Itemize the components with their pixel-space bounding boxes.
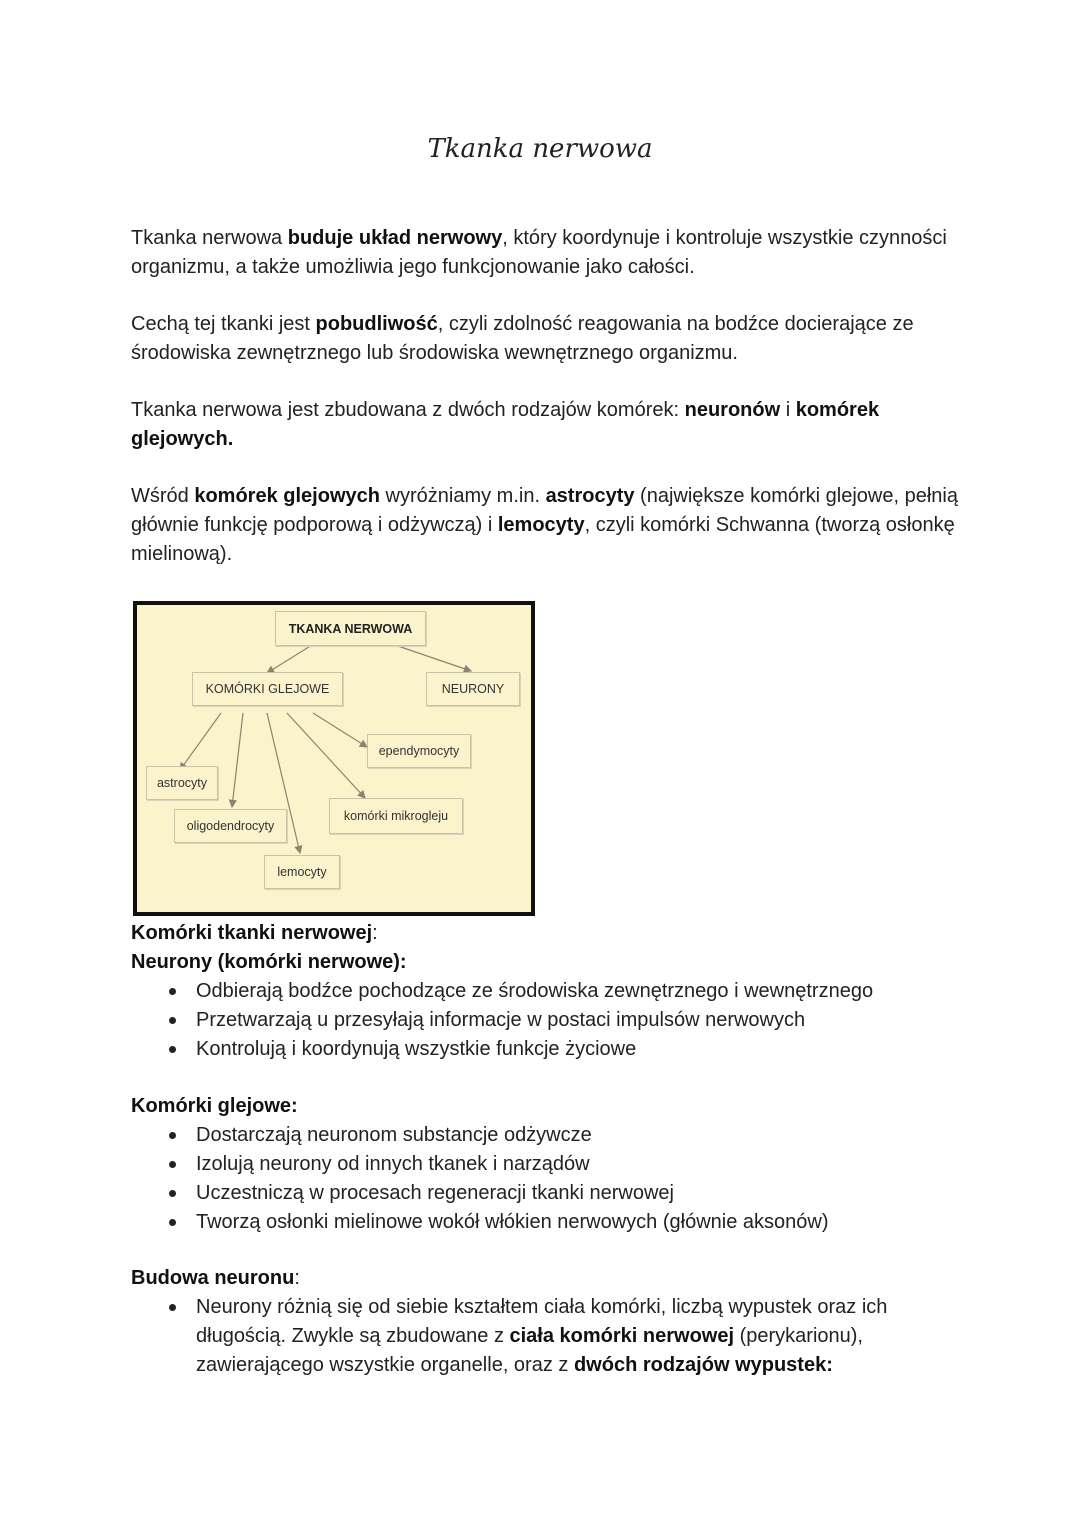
node-glia: KOMÓRKI GLEJOWE xyxy=(192,672,343,706)
section-nerve-cells xyxy=(131,919,971,1064)
arrow-glia-astrocytes xyxy=(180,713,221,770)
neurons-list xyxy=(131,977,971,1064)
arrow-glia-microglia xyxy=(287,713,365,798)
section-heading-glial-cells: Komórki glejowe: xyxy=(131,1095,298,1117)
list-item: Kontrolują i koordynują wszystkie funkcje życiowe xyxy=(131,1035,971,1064)
list-item: Przetwarzają u przesyłają informacje w postaci impulsów nerwowych xyxy=(131,1006,971,1035)
node-microglia: komórki mikrogleju xyxy=(329,798,463,834)
list-item: Tworzą osłonki mielinowe wokół włókien nerwowych (głównie aksonów) xyxy=(131,1208,971,1237)
structure-list xyxy=(131,1293,971,1380)
section-heading-neuron-structure: Budowa neuronu: xyxy=(131,1267,300,1289)
list-item: Uczestniczą w procesach regeneracji tkanki nerwowej xyxy=(131,1179,971,1208)
glial-list xyxy=(131,1121,971,1237)
paragraph-intro-4: Wśród komórek glejowych wyróżniamy m.in. astrocyty (największe komórki glejowe, pełnią głównie funkcję podporową i odżywczą) i lemocyty, czyli komórki Schwanna (tworzą osłonkę mielinową). xyxy=(131,485,958,565)
node-lemocytes: lemocyty xyxy=(264,855,340,889)
arrow-glia-ependymocytes xyxy=(313,713,367,747)
node-neurons: NEURONY xyxy=(426,672,520,706)
paragraph-intro-2: Cechą tej tkanki jest pobudliwość, czyli zdolność reagowania na bodźce docierające ze środowiska zewnętrznego lub środowiska wewnętrznego organizmu. xyxy=(131,313,914,364)
section-glial-cells xyxy=(131,1092,971,1237)
list-item: Izolują neurony od innych tkanek i narządów xyxy=(131,1150,971,1179)
arrow-root-glia xyxy=(267,645,312,673)
section-neuron-structure xyxy=(131,1264,971,1380)
arrow-glia-oligodendrocytes xyxy=(232,713,243,807)
list-item: Dostarczają neuronom substancje odżywcze xyxy=(131,1121,971,1150)
node-oligodendrocytes: oligodendrocyty xyxy=(174,809,287,843)
section-heading-nerve-cells: Komórki tkanki nerwowej: xyxy=(131,922,378,944)
list-item: Odbierają bodźce pochodzące ze środowiska zewnętrznego i wewnętrznego xyxy=(131,977,971,1006)
subheading-neurons: Neurony (komórki nerwowe): xyxy=(131,951,407,973)
page-title: Tkanka nerwowa xyxy=(427,134,653,164)
node-astrocytes: astrocyty xyxy=(146,766,218,800)
paragraph-intro-1: Tkanka nerwowa buduje układ nerwowy, który koordynuje i kontroluje wszystkie czynności organizmu, a także umożliwia jego funkcjonowanie jako całości. xyxy=(131,227,947,278)
list-item: Neurony różnią się od siebie kształtem ciała komórki, liczbą wypustek oraz ich długością. Zwykle są zbudowane z ciała komórki nerwowej (perykarionu), zawierającego wszystkie organelle, oraz z dwóch rodzajów wypustek: xyxy=(131,1293,971,1380)
tissue-diagram xyxy=(133,601,535,916)
arrow-root-neurons xyxy=(395,645,471,671)
node-ependymocytes: ependymocyty xyxy=(367,734,471,768)
node-root: TKANKA NERWOWA xyxy=(275,611,426,646)
paragraph-intro-3: Tkanka nerwowa jest zbudowana z dwóch rodzajów komórek: neuronów i komórek glejowych. xyxy=(131,399,880,450)
